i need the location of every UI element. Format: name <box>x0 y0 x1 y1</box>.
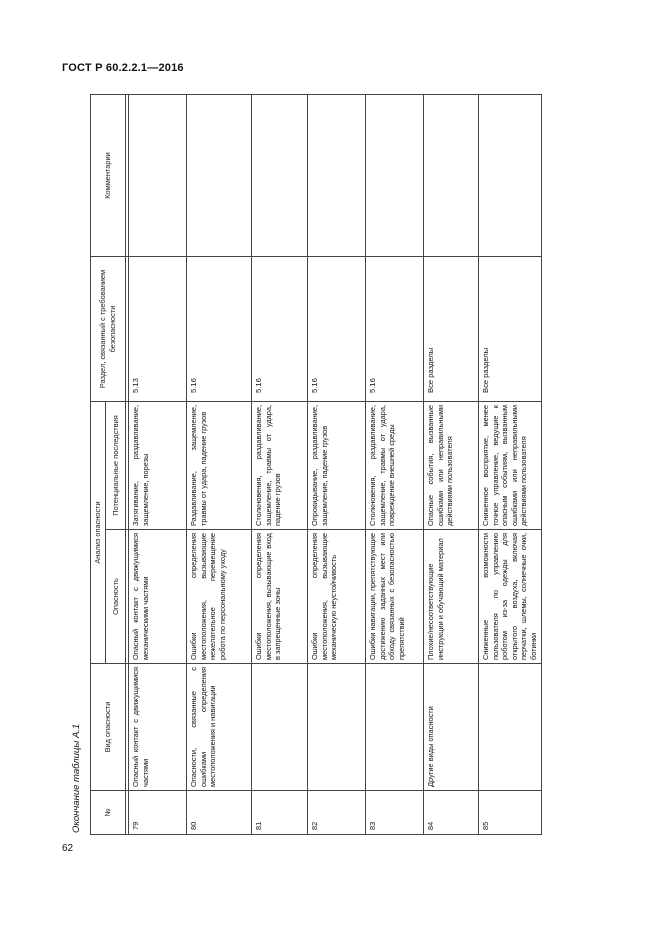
row-hazard: Ошибки определения местоположения, вызывающие вход в запрещенные зоны <box>252 530 308 664</box>
table-caption: Окончание таблицы А.1 <box>71 723 82 833</box>
row-kind <box>252 664 308 791</box>
row-section: 5.16 <box>366 256 424 401</box>
row-kind <box>366 664 424 791</box>
row-num: 83 <box>366 791 424 835</box>
row-comment <box>187 94 252 256</box>
row-num: 80 <box>187 791 252 835</box>
row-hazard: Опасный контакт с движущимися механическими частями <box>129 530 187 664</box>
row-consequences: Опрокидывание, раздавливание, защемление, падение грузов <box>308 401 366 529</box>
row-kind: Другие виды опасности <box>424 664 479 791</box>
row-consequences: Столкновения, раздавливание, защемление, травмы от удара, падение грузов <box>252 401 308 529</box>
table-row <box>308 94 366 834</box>
table-row <box>366 94 424 834</box>
header-kind: Вид опасности <box>91 664 126 791</box>
table-row <box>252 94 308 834</box>
table-row <box>424 94 479 834</box>
row-num: 85 <box>479 791 542 835</box>
row-comment <box>479 94 542 256</box>
row-num: 81 <box>252 791 308 835</box>
row-num: 79 <box>129 791 187 835</box>
row-kind <box>308 664 366 791</box>
row-num: 84 <box>424 791 479 835</box>
row-comment <box>129 94 187 256</box>
row-kind: Опасный контакт с движущимися частями <box>129 664 187 791</box>
table-row <box>479 94 542 834</box>
header-analysis: Анализ опасности <box>91 401 106 663</box>
row-kind: Опасности, связанные с ошибками определения местоположения и навигации <box>187 664 252 791</box>
row-consequences: Раздавливание, защемление, травмы от удара, падение грузов <box>187 401 252 529</box>
page-number: 62 <box>62 843 74 854</box>
row-consequences: Опасные события, вызванные ошибками или неправильными действиями пользователя <box>424 401 479 529</box>
row-consequences: Затягивание, раздавливание, защемление, порезы <box>129 401 187 529</box>
document-code: ГОСТ Р 60.2.2.1—2016 <box>62 62 184 74</box>
rotated-page-content <box>64 95 538 835</box>
header-section: Раздел, связанный с требованием безопасности <box>91 256 126 401</box>
table-row <box>187 94 252 834</box>
header-comments: Комментарии <box>91 94 126 256</box>
row-comment <box>252 94 308 256</box>
row-comment <box>366 94 424 256</box>
row-section: Все разделы <box>479 256 542 401</box>
row-consequences: Столкновения, раздавливание, защемление, травмы от удара, повреждение внешней среды <box>366 401 424 529</box>
row-hazard: Ошибки определения местоположения, вызывающие нежелательное перемещение робота по персональному уходу <box>187 530 252 664</box>
row-section: 5.16 <box>308 256 366 401</box>
row-section: 5.13 <box>129 256 187 401</box>
row-comment <box>424 94 479 256</box>
row-consequences: Сниженное восприятие, менее точное управление, ведущие к опасным событиям, вызванным ошибками или неправильными действиями пользователя <box>479 401 542 529</box>
row-kind <box>479 664 542 791</box>
hazard-table <box>90 94 542 835</box>
row-hazard: Сниженные возможности пользователя по управлению роботом из-за одежды для открытого воздуха, включая перчатки, шлемы, солнечные очки, ботинки <box>479 530 542 664</box>
row-section: Все разделы <box>424 256 479 401</box>
row-section: 5.16 <box>252 256 308 401</box>
row-hazard: Ошибки навигации, препятствующие достижению заданных мест или обходу связанных с безопасностью препятствий <box>366 530 424 664</box>
row-section: 5.16 <box>187 256 252 401</box>
row-comment <box>308 94 366 256</box>
header-num: № <box>91 791 126 835</box>
table-row <box>129 94 187 834</box>
header-consequences: Потенциальные последствия <box>106 401 126 529</box>
row-hazard: Ошибки определения местоположения, вызывающие механическую неустойчивость <box>308 530 366 664</box>
row-hazard: Плохие/несоответствующие инструкции и обучающий материал <box>424 530 479 664</box>
row-num: 82 <box>308 791 366 835</box>
header-hazard: Опасность <box>106 530 126 664</box>
